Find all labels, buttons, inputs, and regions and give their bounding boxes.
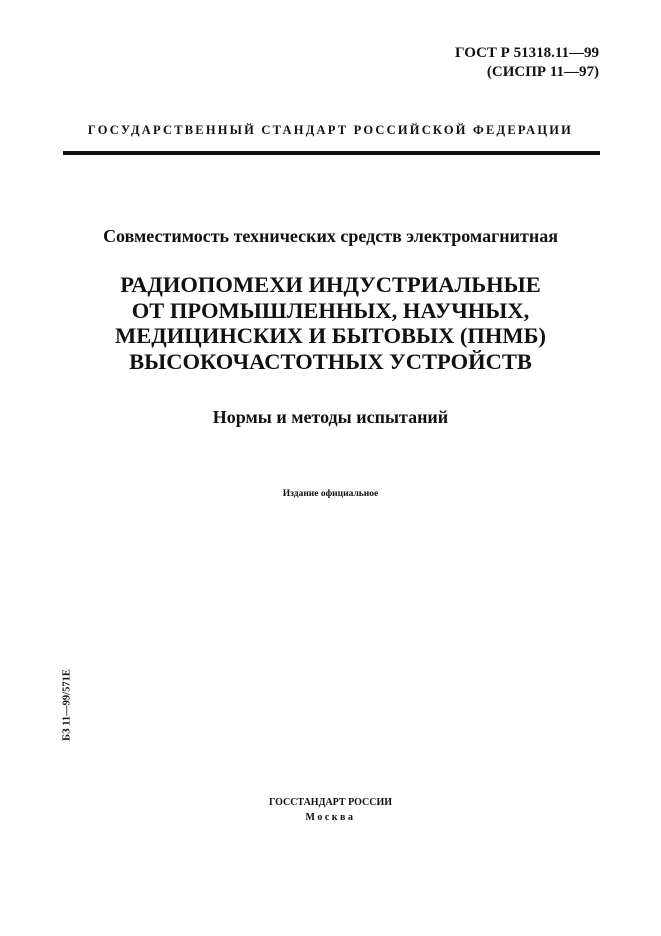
standard-code-block — [455, 44, 599, 82]
edition-label: Издание официальное — [282, 489, 379, 499]
main-title-line: ВЫСОКОЧАСТОТНЫХ УСТРОЙСТВ — [129, 348, 532, 374]
side-code — [60, 655, 74, 755]
publisher-city: Москва — [305, 812, 356, 823]
norms-heading: Нормы и методы испытаний — [212, 407, 449, 427]
publisher-name: ГОССТАНДАРТ РОССИИ — [268, 797, 393, 808]
horizontal-rule — [63, 151, 600, 155]
main-title-line: ОТ ПРОМЫШЛЕННЫХ, НАУЧНЫХ, — [131, 297, 530, 323]
cispr-code: (СИСПР 11—97) — [486, 64, 599, 80]
gost-code: ГОСТ Р 51318.11—99 — [455, 45, 599, 61]
side-code-text: БЗ 11—99/571Е — [61, 669, 73, 741]
main-title-line: РАДИОПОМЕХИ ИНДУСТРИАЛЬНЫЕ — [120, 272, 541, 297]
state-standard-heading: ГОСУДАРСТВЕННЫЙ СТАНДАРТ РОССИЙСКОЙ ФЕДЕРАЦИИ — [87, 123, 574, 137]
document-subtitle: Совместимость технических средств электромагнитная — [103, 226, 558, 246]
document-main-title — [0, 272, 661, 374]
main-title-line: МЕДИЦИНСКИХ И БЫТОВЫХ (ПНМБ) — [114, 323, 547, 348]
